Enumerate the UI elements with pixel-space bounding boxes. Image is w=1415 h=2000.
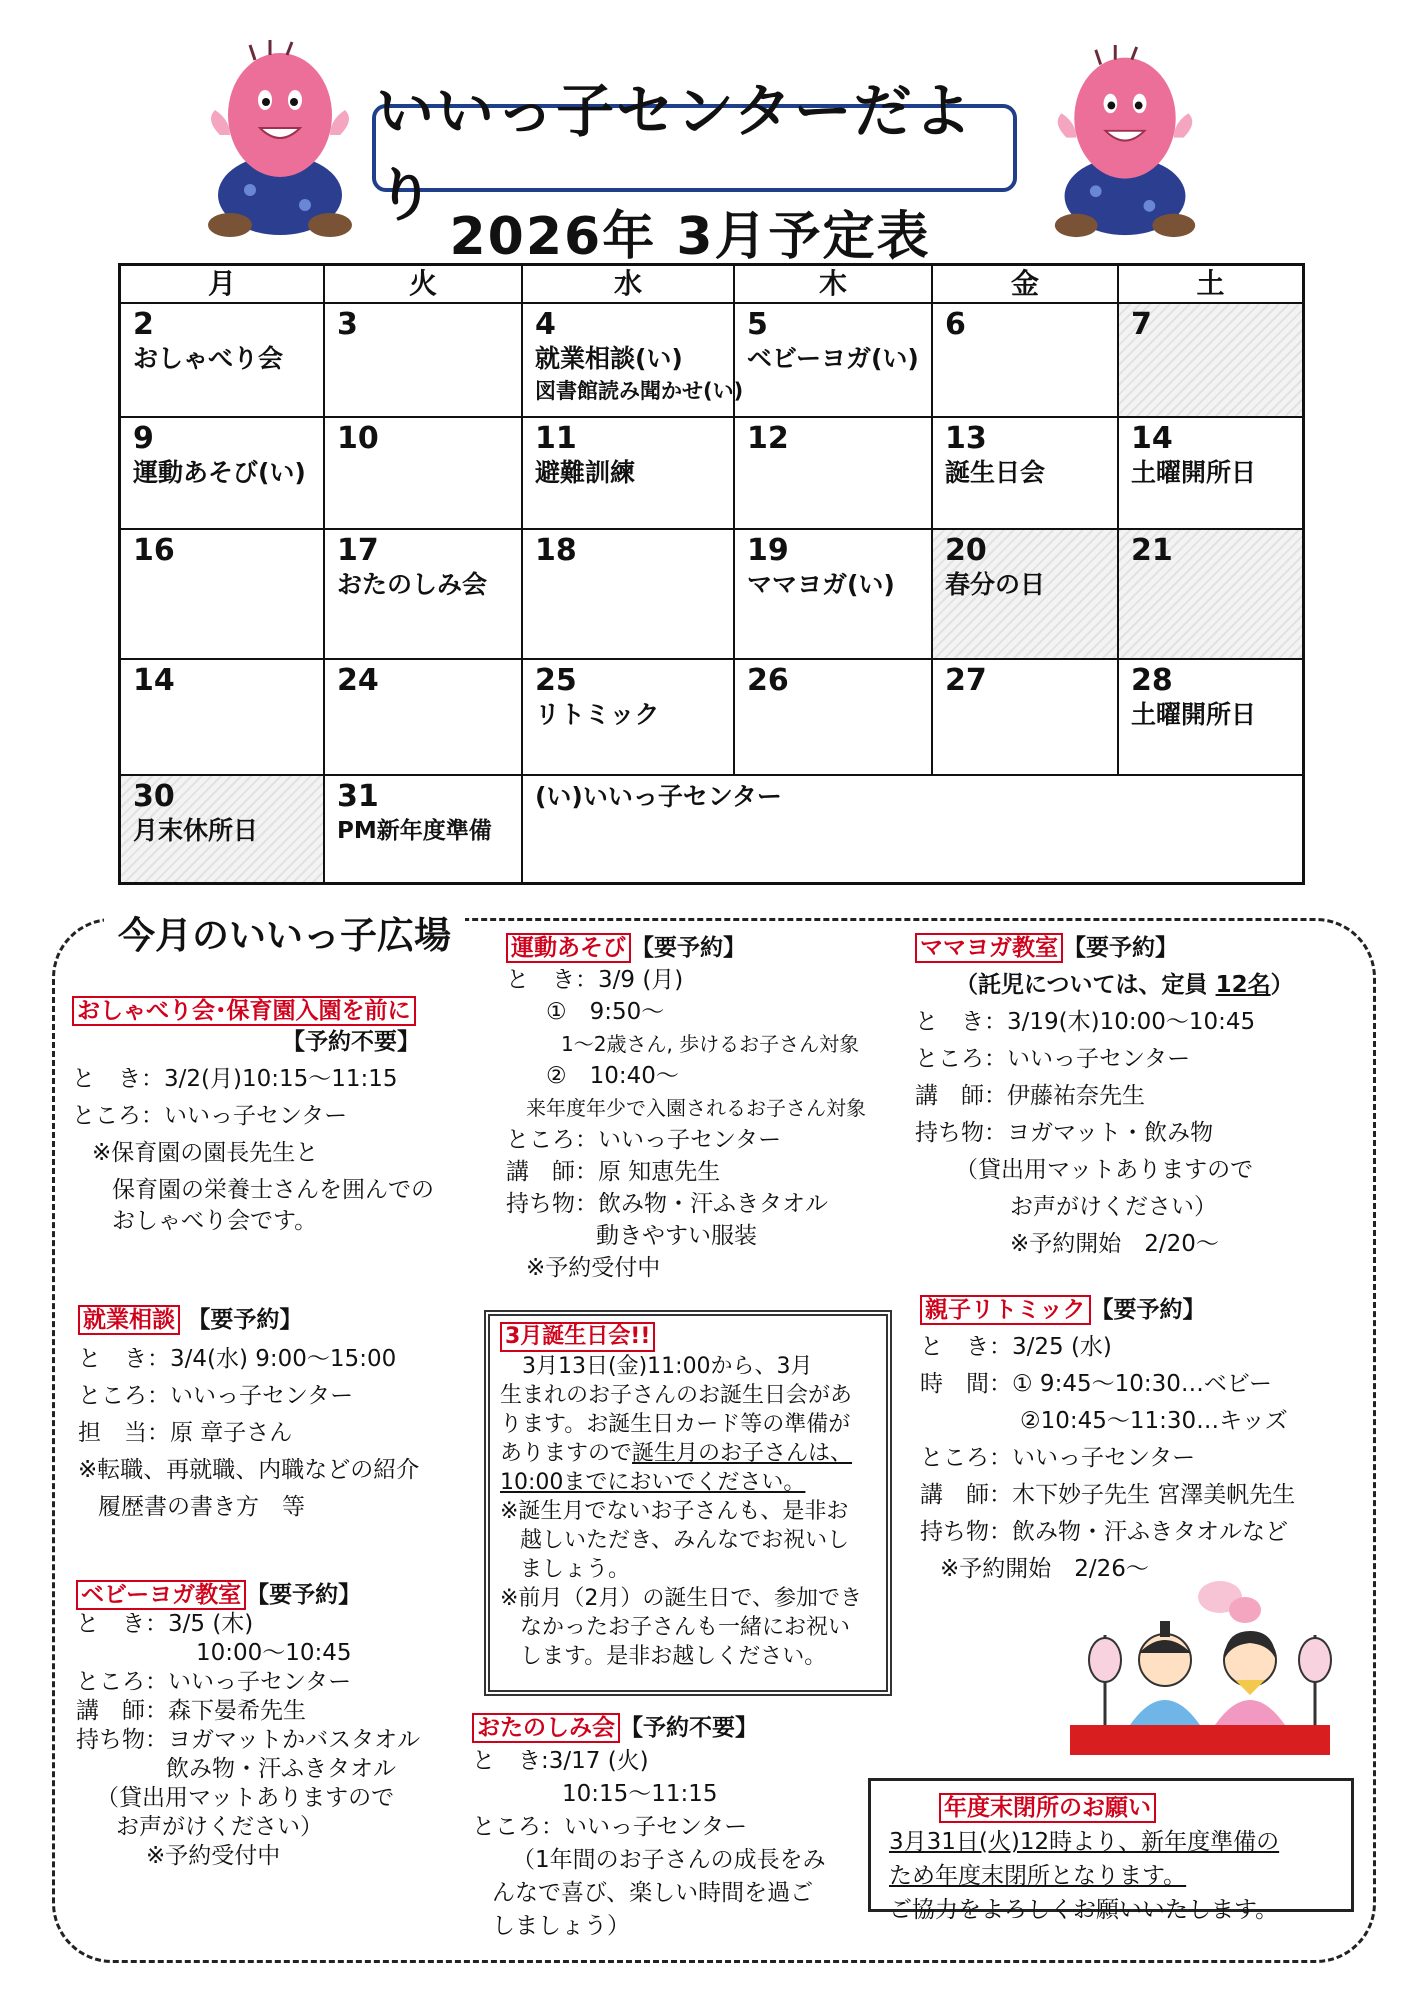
weekday-header: 水: [523, 266, 735, 304]
calendar-day: 27: [933, 660, 1119, 776]
weekday-header: 土: [1119, 266, 1302, 304]
section-baby-yoga: ベビーヨガ教室 【要予約】 と き：3/5 (木) 10:00～10:45 ところ：いいっ子センター 講 師：森下晏希先生 持ち物：ヨガマットかバスタオル 飲み物・汗ふきタオル （貸出用マットありますので お声がけください） ※予約受付中: [76, 1582, 421, 1869]
calendar-day: 31 PM新年度準備: [325, 776, 523, 882]
calendar-day: 2 おしゃべり会: [121, 304, 325, 418]
section-tag: おしゃべり会･保育園入園を前に: [72, 996, 416, 1026]
schedule-subtitle: 2026年 3月予定表: [449, 207, 931, 267]
calendar-legend: (い)いいっ子センター: [535, 782, 782, 811]
section-mama-yoga: ママヨガ教室 【要予約】 （託児については、定員 12名） と き：3/19(木)10:00～10:45 ところ：いいっ子センター 講 師：伊藤祐奈先生 持ち物：ヨガマット・飲み物 （貸出用マットありますので お声がけください） ※予約開始 2/20～: [915, 935, 1294, 1257]
section-job: 就業相談 【要予約】 と き：3/4(水) 9:00～15:00 ところ：いいっ子センター 担 当：原 章子さん ※転職、再就職、内職などの紹介 履歴書の書き方 等: [78, 1307, 420, 1520]
plaza-title: 今月のいいっ子広場: [104, 905, 465, 959]
section-rhythmic: 親子リトミック 【要予約】 と き：3/25 (水) 時 間：① 9:45～10:30…ベビー ②10:45～11:30…キッズ ところ：いいっ子センター 講 師：木下妙子先生 宮澤美帆先生 持ち物：飲み物・汗ふきタオルなど ※予約開始 2/26～: [920, 1297, 1296, 1582]
section-notice: 年度末閉所のお願い 3月31日(火)12時より、新年度準備の ため年度末閉所となります。 ご協力をよろしくお願いいたします。: [868, 1778, 1354, 1912]
calendar-day: 3: [325, 304, 523, 418]
newsletter-title: いいっ子センターだより: [372, 104, 1017, 192]
calendar: [118, 263, 1305, 885]
calendar-day: 11 避難訓練: [523, 418, 735, 530]
calendar-day: 30 月末休所日: [121, 776, 325, 882]
calendar-day: 7: [1119, 304, 1302, 418]
calendar-day: 19 ママヨガ(い): [735, 530, 933, 660]
mascot-left-icon: [195, 40, 365, 240]
calendar-day: 10: [325, 418, 523, 530]
calendar-day: 20 春分の日: [933, 530, 1119, 660]
calendar-day: 16: [121, 530, 325, 660]
calendar-day: 12: [735, 418, 933, 530]
calendar-day: 13 誕生日会: [933, 418, 1119, 530]
mascot-right-icon: [1040, 45, 1210, 240]
weekday-header: 金: [933, 266, 1119, 304]
weekday-header: 月: [121, 266, 325, 304]
calendar-day: 17 おたのしみ会: [325, 530, 523, 660]
calendar-day: 24: [325, 660, 523, 776]
calendar-day: 25 リトミック: [523, 660, 735, 776]
calendar-day: 26: [735, 660, 933, 776]
calendar-day: 6: [933, 304, 1119, 418]
section-birthday: 3月誕生日会!! 3月13日(金)11:00から、3月 生まれのお子さんのお誕生日会があ ります。お誕生日カード等の準備が ありますので誕生月のお子さんは、 10:00までにおいでください。 ※誕生月でないお子さんも、是非お 越しいただき、みんなでお祝いし ましょう。 ※前月（2月）の誕生日で、参加でき なかったお子さんも一緒にお祝い します。是非お越しください。: [484, 1310, 892, 1696]
section-exercise: 運動あそび 【要予約】 と き：3/9 (月) ① 9:50～ 1～2歳さん, 歩けるお子さん対象 ② 10:40～ 来年度年少で入園されるお子さん対象 ところ：いいっ子センター 講 師：原 知恵先生 持ち物：飲み物・汗ふきタオル 動きやすい服装 ※予約受付中: [506, 935, 866, 1281]
calendar-day: 9 運動あそび(い): [121, 418, 325, 530]
calendar-day: 14 土曜開所日: [1119, 418, 1302, 530]
calendar-day: 5 ベビーヨガ(い): [735, 304, 933, 418]
calendar-day: 14: [121, 660, 325, 776]
weekday-header: 火: [325, 266, 523, 304]
section-fun: おたのしみ会 【予約不要】 と き:3/17 (火) 10:15～11:15 ところ：いいっ子センター （1年間のお子さんの成長をみ んなで喜び、楽しい時間を過ご しましょう）: [472, 1715, 826, 1939]
hina-dolls-icon: [1065, 1575, 1355, 1765]
calendar-day: 18: [523, 530, 735, 660]
section-chat: おしゃべり会･保育園入園を前に 【予約不要】 と き：3/2(月)10:15～11:15 ところ：いいっ子センター ※保育園の園長先生と 保育園の栄養士さんを囲んでの おしゃべり会です。: [72, 998, 434, 1234]
calendar-day: 21: [1119, 530, 1302, 660]
calendar-day: 28 土曜開所日: [1119, 660, 1302, 776]
calendar-day: 4 就業相談(い) 図書館読み聞かせ(い): [523, 304, 735, 418]
weekday-header: 木: [735, 266, 933, 304]
